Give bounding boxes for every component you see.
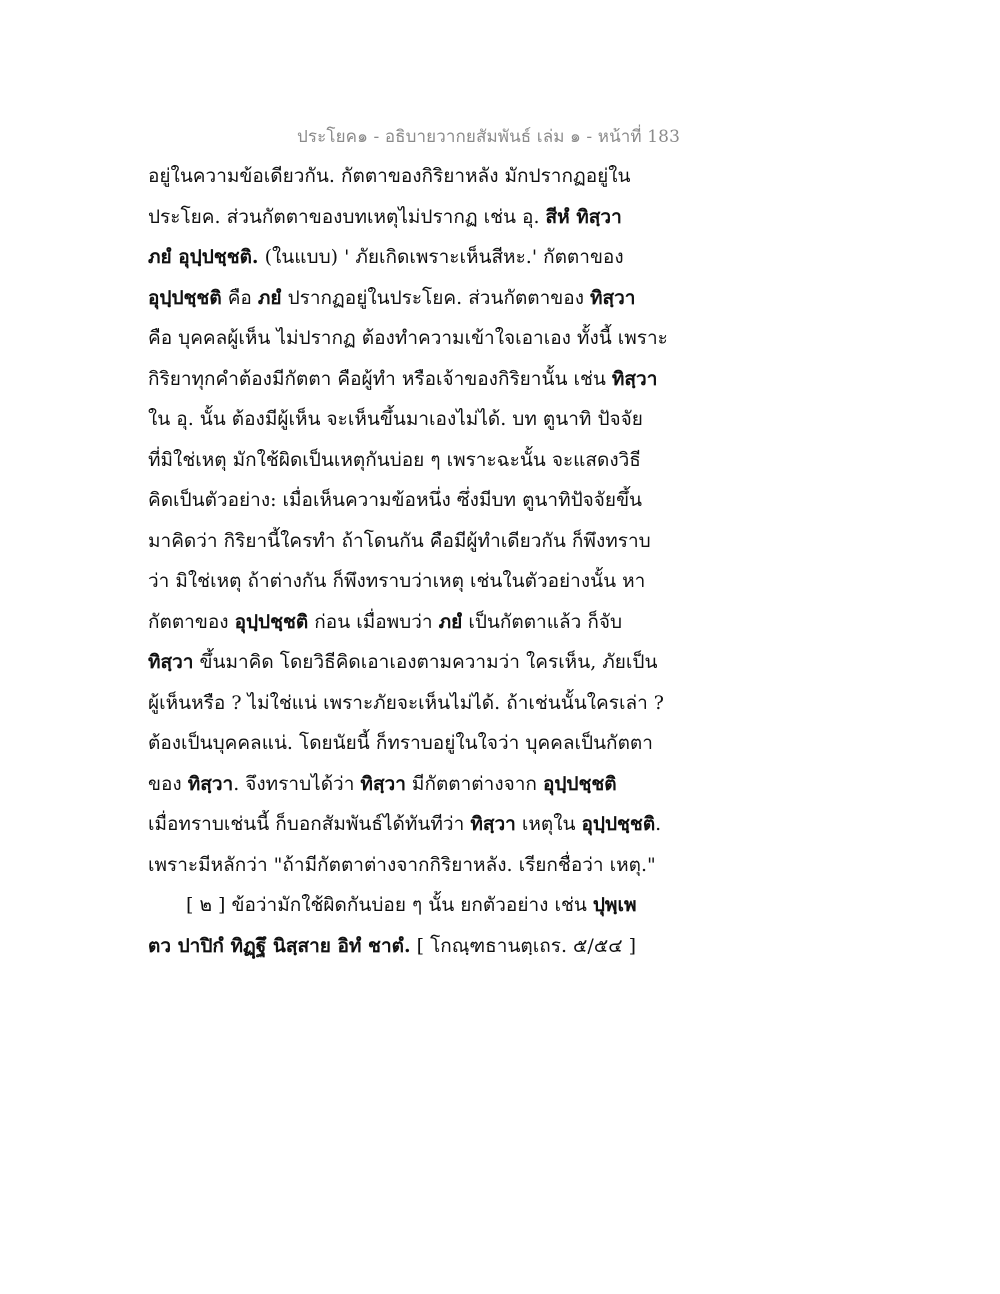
text-line	[148, 885, 708, 926]
pali-term: อุปฺปชฺชติ	[542, 772, 617, 795]
text-segment: เมื่อทราบเช่นนี้ ก็บอกสัมพันธ์ได้ทันทีว่า	[148, 813, 471, 835]
text-line	[148, 197, 708, 238]
pali-term: ทิสฺวา	[590, 286, 636, 309]
text-line	[148, 318, 708, 359]
text-line	[148, 683, 708, 724]
text-line	[148, 156, 708, 197]
pali-term: ภยํ	[438, 610, 463, 633]
text-segment: ประโยค. ส่วนกัตตาของบทเหตุไม่ปรากฏ เช่น อุ.	[148, 205, 546, 228]
text-line	[148, 440, 708, 481]
text-line	[148, 804, 708, 845]
text-line	[148, 399, 708, 440]
pali-term: ทิสฺวา	[611, 367, 658, 390]
text-segment: คิดเป็นตัวอย่าง: เมื่อเห็นความข้อหนึ่ง ซึ่งมีบท ตูนาทิปัจจัยขึ้น	[148, 489, 643, 511]
pali-term: ทิสฺวา	[470, 813, 516, 835]
text-line	[148, 561, 708, 602]
text-segment: ขึ้นมาคิด โดยวิธีคิดเอาเองตามความว่า ใครเห็น, ภัยเป็น	[193, 651, 658, 673]
pali-term: ทิสฺวา	[360, 772, 406, 795]
text-segment: กัตตาของ	[148, 610, 235, 633]
body-text	[148, 156, 708, 966]
pali-term: ตว ปาปิกํ ทิฏฺฐึ นิสฺสาย อิทํ ชาตํ.	[148, 934, 411, 957]
text-segment: ก่อน เมื่อพบว่า	[308, 610, 439, 633]
pali-term: ภยํ อุปฺปชฺชติ.	[148, 246, 259, 268]
text-line	[148, 602, 708, 643]
text-segment: ที่มิใช่เหตุ มักใช้ผิดเป็นเหตุกันบ่อย ๆ เพราะฉะนั้น จะแสดงวิธี	[148, 448, 641, 471]
text-segment: . จึงทราบได้ว่า	[233, 772, 361, 795]
text-segment: .	[655, 813, 662, 835]
text-segment: เหตุใน	[515, 813, 582, 835]
pali-term: ภยํ	[257, 286, 282, 309]
text-line	[148, 764, 708, 805]
running-header: ประโยค๑ - อธิบายวากยสัมพันธ์ เล่ม ๑ - หน้าที่ 183	[297, 127, 680, 147]
text-line	[148, 521, 708, 562]
text-line	[148, 723, 708, 764]
text-segment: [ โกณฺฑธานตฺเถร. ๕/๕๔ ]	[410, 934, 637, 957]
text-segment: (ในแบบ) ' ภัยเกิดเพราะเห็นสีหะ.' กัตตาของ	[258, 246, 624, 268]
text-segment: ว่า มิใช่เหตุ ถ้าต่างกัน ก็พึงทราบว่าเหตุ เช่นในตัวอย่างนั้น หา	[148, 570, 646, 592]
text-segment: ปรากฏอยู่ในประโยค. ส่วนกัตตาของ	[281, 286, 591, 309]
text-segment: อยู่ในความข้อเดียวกัน. กัตตาของกิริยาหลัง มักปรากฏอยู่ใน	[148, 165, 631, 187]
text-segment: คือ	[221, 286, 258, 309]
text-line	[148, 359, 708, 400]
text-line	[148, 237, 708, 278]
text-segment: [ ๒ ] ข้อว่ามักใช้ผิดกันบ่อย ๆ นั้น ยกตัวอย่าง เช่น	[186, 894, 593, 916]
text-segment: ผู้เห็นหรือ ? ไม่ใช่แน่ เพราะภัยจะเห็นไม่ได้. ถ้าเช่นนั้นใครเล่า ?	[148, 691, 664, 714]
pali-term: ปุพฺเพ	[592, 894, 637, 916]
text-segment: เพราะมีหลักว่า "ถ้ามีกัตตาต่างจากกิริยาหลัง. เรียกชื่อว่า เหตุ."	[148, 853, 656, 876]
text-line	[148, 845, 708, 886]
pali-term: ทิสฺวา	[187, 772, 234, 795]
pali-term: สีหํ ทิสฺวา	[545, 205, 622, 228]
text-segment: กิริยาทุกคำต้องมีกัตตา คือผู้ทำ หรือเจ้าของกิริยานั้น เช่น	[148, 367, 612, 390]
pali-term: ทิสฺวา	[148, 651, 194, 673]
text-line	[148, 480, 708, 521]
text-line	[148, 926, 708, 967]
text-line	[148, 642, 708, 683]
pali-term: อุปฺปชฺชติ	[234, 610, 309, 633]
pali-term: อุปฺปชฺชติ	[148, 286, 222, 309]
text-segment: ต้องเป็นบุคคลแน่. โดยนัยนี้ ก็ทราบอยู่ในใจว่า บุคคลเป็นกัตตา	[148, 732, 653, 754]
text-segment: คือ บุคคลผู้เห็น ไม่ปรากฏ ต้องทำความเข้าใจเอาเอง ทั้งนี้ เพราะ	[148, 327, 668, 349]
text-segment: เป็นกัตตาแล้ว ก็จับ	[462, 610, 623, 633]
text-line	[148, 278, 708, 319]
text-segment: ใน อุ. นั้น ต้องมีผู้เห็น จะเห็นขึ้นมาเองไม่ได้. บท ตูนาทิ ปัจจัย	[148, 408, 643, 430]
text-segment: ของ	[148, 772, 188, 795]
text-segment: มีกัตตาต่างจาก	[405, 772, 543, 795]
text-segment: มาคิดว่า กิริยานี้ใครทำ ถ้าโดนกัน คือมีผู้ทำเดียวกัน ก็พึงทราบ	[148, 529, 651, 552]
pali-term: อุปฺปชฺชติ	[581, 813, 656, 835]
